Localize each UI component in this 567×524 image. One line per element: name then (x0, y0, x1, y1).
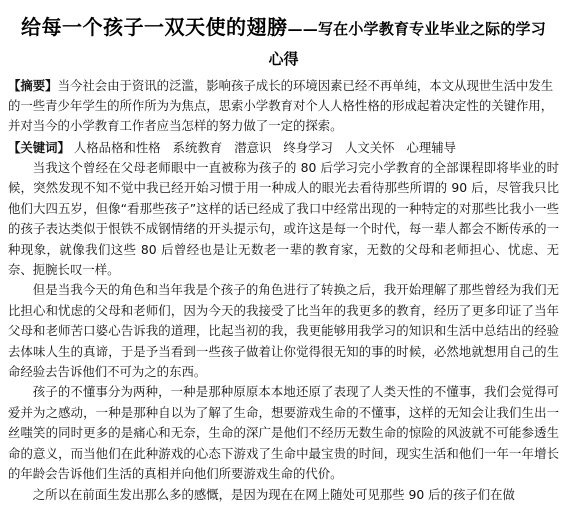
title-main: 给每一个孩子一双天使的翅膀 (21, 15, 288, 39)
keyword: 终身学习 (283, 140, 333, 155)
abstract-tag: 【摘要】 (8, 78, 58, 93)
keywords (8, 138, 559, 158)
body-paragraph: 但是当我今天的角色和当年我是个孩子的角色进行了转换之后，我开始理解了那些曾经为我们无比担心和忧虑的父母和老师们，因为今天的我接受了比当年的我更多的教育，经历了更多印证了当年父母和老师苦口婆心告诉我的道理，比起当初的我，我更能够用我学习的知识和生活中总结出的经验去体味人生的真谛，于是予当看到一些孩子做着让你觉得很无知的事的时候，必然地就想用自己的生命经验去告诉他们不可为之的东西。 (8, 282, 559, 380)
keywords-tag: 【关键词】 (8, 140, 70, 155)
body-paragraph: 之所以在前面生发出那么多的感慨，是因为现在在网上随处可见那些 90 后的孩子们在做 (32, 486, 515, 502)
keyword: 人文关怀 (344, 140, 395, 155)
title-subtitle: ——写在小学教育专业毕业之际的学习 (287, 20, 546, 38)
body-paragraph: 孩子的不懂事分为两种，一种是那种原原本本地还原了表现了人类天性的不懂事，我们会觉得可爱并为之感动，一种是那种自以为了解了生命，想要游戏生命的不懂事，这样的无知会让我们生出一丝嗤笑的同时更多的是痛心和无奈，生命的深广是他们不经历无数生命的惊险的风波就不可能参透生命的意义，而当他们在此种游戏的心态下游戏了生命中最宝贵的时间，现实生活和他们一年一年增长的年龄会告诉他们生活的真相并向他们所要游戏生命的代价。 (8, 384, 559, 482)
keyword: 系统教育 (172, 140, 223, 155)
body-paragraph: 当我这个曾经在父母老师眼中一直被称为孩子的 80 后学习完小学教育的全部课程即将毕业的时候，突然发现不知不觉中我已经开始习惯于用一种成人的眼光去看待那些所谓的 90 后，尽管我只比他们大四五岁，但像“看那些孩子”这样的话已经成了我口中经常出现的一种特定的对那些比我小一些的孩子表达类似于恨铁不成钢情绪的开头提示句，或许这是每一个时代，每一辈人都会不断传承的一种现象，就像我们这些 80 后曾经也是让无数老一辈的教育家，无数的父母和老师担心、忧虑、无奈、扼腕长叹一样。 (8, 160, 559, 278)
document-title (8, 0, 559, 70)
keyword: 心理辅导 (406, 140, 457, 155)
abstract (8, 76, 559, 136)
keyword: 潜意识 (234, 140, 272, 155)
title-subtitle-continued: 心得 (268, 50, 299, 68)
abstract-text: 当今社会由于资讯的泛滥，影响孩子成长的环境因素已经不再单纯，本文从现世生活中发生的一些青少年学生的所作所为为焦点，思索小学教育对个人人格性格的形成起着决定性的关键作用，并对当今的小学教育工作者应当怎样的努力做了一定的探索。 (8, 78, 554, 133)
keyword: 人格品格和性格 (73, 140, 161, 155)
